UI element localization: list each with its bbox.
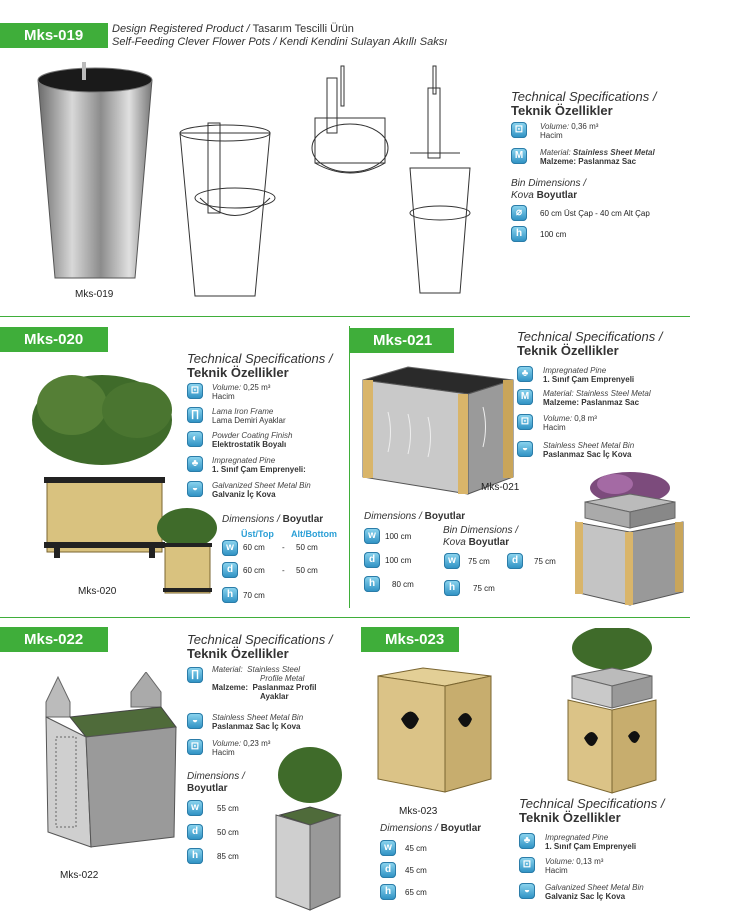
mks-020-volume xyxy=(212,383,270,401)
volume-label: Volume: xyxy=(540,122,570,131)
depth-icon: d xyxy=(222,562,238,578)
mks-021-h: 80 cm xyxy=(392,580,414,589)
bin-tr: Galvaniz İç Kova xyxy=(212,490,276,499)
mks-023-spec-title xyxy=(519,797,665,825)
pine-icon: ♣ xyxy=(187,456,203,472)
material-value: Stainless Steel Metal xyxy=(575,389,651,398)
mks-021-d: 100 cm xyxy=(385,556,412,565)
mks-022-small-illustration xyxy=(270,745,345,915)
material-tr-label: Malzeme: xyxy=(540,157,577,166)
mks-019-bin-dim-head xyxy=(511,178,586,202)
mks-020-d-top: 60 cm xyxy=(243,566,265,575)
mks-021-bin-h: 75 cm xyxy=(473,584,495,593)
header-en: Design Registered Product / xyxy=(112,23,250,35)
spec-title-tr: Teknik Özellikler xyxy=(519,810,621,825)
mks-019-material xyxy=(540,148,655,166)
mks-021-small-illustration xyxy=(575,470,687,610)
volume-label: Volume: xyxy=(212,739,242,748)
material-value-2: Profile Metal xyxy=(260,674,305,683)
mks-021-dim-head xyxy=(364,511,465,522)
width-icon: w xyxy=(222,540,238,556)
mks-019-diameter: 60 cm Üst Çap - 40 cm Alt Çap xyxy=(540,209,650,218)
mks-021-caption: Mks-021 xyxy=(481,482,520,493)
dash: - xyxy=(282,566,285,575)
bin-dim-tr-b: Boyutlar xyxy=(536,190,578,201)
mks-019-volume xyxy=(540,122,598,140)
width-icon: w xyxy=(364,528,380,544)
mks-021-tag: Mks-021 xyxy=(349,328,454,353)
depth-icon: d xyxy=(187,824,203,840)
volume-tr: Hacim xyxy=(212,392,235,401)
mks-023-bin xyxy=(545,883,644,901)
mks-021-spec-title xyxy=(517,330,663,358)
material-tr-value: Paslanmaz Sac xyxy=(578,157,637,166)
pine-icon: ♣ xyxy=(519,833,535,849)
pine-icon: ♣ xyxy=(517,366,533,382)
mks-022-caption: Mks-022 xyxy=(60,870,99,881)
coating-tr: Elektrostatik Boyalı xyxy=(212,440,287,449)
material-label: Material: xyxy=(540,148,571,157)
mks-019-illustration xyxy=(30,58,500,298)
spec-title-en: Technical Specifications / xyxy=(511,89,657,104)
mks-021-w: 100 cm xyxy=(385,532,412,541)
width-icon: w xyxy=(187,800,203,816)
volume-tr: Hacim xyxy=(212,748,235,757)
bin-icon: ◒ xyxy=(519,883,535,899)
dim-tr: Boyutlar xyxy=(424,511,466,522)
depth-icon: d xyxy=(507,553,523,569)
material-value-1: Stainless Steel xyxy=(247,665,301,674)
spec-title-tr: Teknik Özellikler xyxy=(187,365,289,380)
bin-icon: ◒ xyxy=(187,713,203,729)
volume-icon: ⊡ xyxy=(511,122,527,138)
material-label: Material: xyxy=(543,389,574,398)
frame-en: Lama Iron Frame xyxy=(212,407,274,416)
mks-022-w: 55 cm xyxy=(217,804,239,813)
pine-en: Impregnated Pine xyxy=(212,456,276,465)
mks-019-spec-title xyxy=(511,90,657,118)
frame-tr: Lama Demiri Ayaklar xyxy=(212,416,286,425)
bin-icon: ◒ xyxy=(187,481,203,497)
height-icon: h xyxy=(222,587,238,603)
spec-title-en: Technical Specifications / xyxy=(187,351,333,366)
dash: - xyxy=(282,543,285,552)
mks-020-h: 70 cm xyxy=(243,591,265,600)
volume-label: Volume: xyxy=(543,414,573,423)
mks-021-material xyxy=(543,389,651,407)
mks-022-tag: Mks-022 xyxy=(0,627,108,652)
material-tr-value-2: Ayaklar xyxy=(260,692,289,701)
mks-023-volume xyxy=(545,857,603,875)
mks-020-dim-head xyxy=(222,514,323,525)
col-top: Üst/Top xyxy=(241,529,274,539)
divider-2 xyxy=(0,617,690,618)
volume-icon: ⊡ xyxy=(519,857,535,873)
bin-dim-tr-a: Kova xyxy=(443,537,466,548)
volume-label: Volume: xyxy=(212,383,242,392)
spec-title-tr: Teknik Özellikler xyxy=(517,343,619,358)
volume-icon: ⊡ xyxy=(187,739,203,755)
mks-023-pine xyxy=(545,833,636,851)
mks-022-spec-title xyxy=(187,633,333,661)
dim-tr: Boyutlar xyxy=(282,514,324,525)
divider-1 xyxy=(0,316,690,317)
bin-dim-en: Bin Dimensions / xyxy=(443,525,519,536)
mks-020-w-bottom: 50 cm xyxy=(296,543,318,552)
mks-023-dim-head xyxy=(380,823,481,834)
mks-020-bin xyxy=(212,481,311,499)
mks-023-caption: Mks-023 xyxy=(399,806,438,817)
pine-tr: 1. Sınıf Çam Emprenyeli: xyxy=(212,465,306,474)
material-tr-label: Malzeme: xyxy=(543,398,580,407)
volume-icon: ⊡ xyxy=(187,383,203,399)
mks-020-spec-title xyxy=(187,352,333,380)
material-tr-value: Paslanmaz Sac xyxy=(581,398,640,407)
volume-tr: Hacim xyxy=(540,131,563,140)
header-tr: Tasarım Tescilli Ürün xyxy=(252,23,354,35)
mks-023-small-illustration xyxy=(562,628,662,798)
profile-icon: ∏ xyxy=(187,667,203,683)
depth-icon: d xyxy=(380,862,396,878)
spec-title-en: Technical Specifications / xyxy=(187,632,333,647)
material-tr-label: Malzeme: xyxy=(212,683,249,692)
bin-en: Galvanized Sheet Metal Bin xyxy=(212,481,311,490)
dim-tr: Boyutlar xyxy=(187,783,228,794)
mks-020-d-bottom: 50 cm xyxy=(296,566,318,575)
mks-023-h: 65 cm xyxy=(405,888,427,897)
spec-title-en: Technical Specifications / xyxy=(517,329,663,344)
paint-icon: ◐ xyxy=(187,431,203,447)
bin-tr: Paslanmaz Sac İç Kova xyxy=(543,450,632,459)
height-icon: h xyxy=(444,580,460,596)
dim-en: Dimensions / xyxy=(187,771,245,782)
bin-en: Stainless Sheet Metal Bin xyxy=(212,713,304,722)
bin-dim-tr-b: Boyutlar xyxy=(468,537,510,548)
volume-value: 0,36 m³ xyxy=(571,122,599,131)
mks-022-dim-head xyxy=(187,771,245,795)
mks-023-w: 45 cm xyxy=(405,844,427,853)
height-icon: h xyxy=(364,576,380,592)
mks-022-h: 85 cm xyxy=(217,852,239,861)
material-icon: M xyxy=(517,389,533,405)
pine-en: Impregnated Pine xyxy=(543,366,607,375)
volume-value: 0,23 m³ xyxy=(243,739,271,748)
mks-020-pine xyxy=(212,456,306,474)
divider-vertical xyxy=(349,326,350,608)
mks-023-tag: Mks-023 xyxy=(361,627,459,652)
dim-tr: Boyutlar xyxy=(440,823,482,834)
mks-023-d: 45 cm xyxy=(405,866,427,875)
volume-value: 0,13 m³ xyxy=(576,857,604,866)
mks-022-bin xyxy=(212,713,303,731)
spec-title-en: Technical Specifications / xyxy=(519,796,665,811)
mks-021-bin-dim-head xyxy=(443,525,518,549)
bin-dim-tr-a: Kova xyxy=(511,190,534,201)
mks-021-bin-w: 75 cm xyxy=(468,557,490,566)
mks-022-d: 50 cm xyxy=(217,828,239,837)
spec-title-tr: Teknik Özellikler xyxy=(511,103,613,118)
bin-tr: Galvaniz Sac İç Kova xyxy=(545,892,626,901)
material-value: Stainless Sheet Metal xyxy=(572,148,655,157)
material-label: Material: xyxy=(212,665,243,674)
bin-tr: Paslanmaz Sac İç Kova xyxy=(212,722,301,731)
mks-021-pine xyxy=(543,366,634,384)
frame-icon: ∏ xyxy=(187,407,203,423)
mks-022-volume xyxy=(212,739,270,757)
diameter-icon: ⌀ xyxy=(511,205,527,221)
pine-en: Impregnated Pine xyxy=(545,833,609,842)
depth-icon: d xyxy=(364,552,380,568)
mks-021-illustration xyxy=(358,362,518,502)
mks-019-caption: Mks-019 xyxy=(75,289,114,300)
mks-020-coating xyxy=(212,431,292,449)
material-icon: M xyxy=(511,148,527,164)
bin-dim-en: Bin Dimensions / xyxy=(511,178,587,189)
mks-021-bin xyxy=(543,441,634,459)
dim-en: Dimensions / xyxy=(222,514,280,525)
height-icon: h xyxy=(187,848,203,864)
bin-en: Stainless Sheet Metal Bin xyxy=(543,441,635,450)
volume-icon: ⊡ xyxy=(517,414,533,430)
volume-tr: Hacim xyxy=(545,866,568,875)
volume-tr: Hacim xyxy=(543,423,566,432)
material-tr-value-1: Paslanmaz Profil xyxy=(252,683,317,692)
mks-020-w-top: 60 cm xyxy=(243,543,265,552)
pine-tr: 1. Sınıf Çam Emprenyeli xyxy=(545,842,637,851)
mks-019-tag: Mks-019 xyxy=(0,23,108,48)
mks-020-tag: Mks-020 xyxy=(0,327,108,352)
mks-022-illustration xyxy=(36,672,186,862)
volume-label: Volume: xyxy=(545,857,575,866)
col-bottom: Alt/Bottom xyxy=(291,529,337,539)
header-line-1 xyxy=(112,23,354,35)
header-line-2: Self-Feeding Clever Flower Pots / Kendi Kendini Sulayan Akıllı Saksı xyxy=(112,36,448,48)
width-icon: w xyxy=(444,553,460,569)
pine-tr: 1. Sınıf Çam Emprenyeli xyxy=(543,375,635,384)
volume-value: 0,8 m³ xyxy=(574,414,597,423)
mks-021-volume xyxy=(543,414,597,432)
bin-en: Galvanized Sheet Metal Bin xyxy=(545,883,644,892)
mks-022-material xyxy=(212,665,317,701)
mks-021-bin-d: 75 cm xyxy=(534,557,556,566)
bin-icon: ◒ xyxy=(517,441,533,457)
mks-020-caption: Mks-020 xyxy=(78,586,117,597)
mks-019-height: 100 cm xyxy=(540,230,567,239)
volume-value: 0,25 m³ xyxy=(243,383,271,392)
width-icon: w xyxy=(380,840,396,856)
dim-en: Dimensions / xyxy=(364,511,422,522)
mks-023-illustration xyxy=(373,664,495,799)
dim-en: Dimensions / xyxy=(380,823,438,834)
height-icon: h xyxy=(511,226,527,242)
mks-020-frame xyxy=(212,407,286,425)
spec-title-tr: Teknik Özellikler xyxy=(187,646,289,661)
coating-en: Powder Coating Finish xyxy=(212,431,293,440)
height-icon: h xyxy=(380,884,396,900)
